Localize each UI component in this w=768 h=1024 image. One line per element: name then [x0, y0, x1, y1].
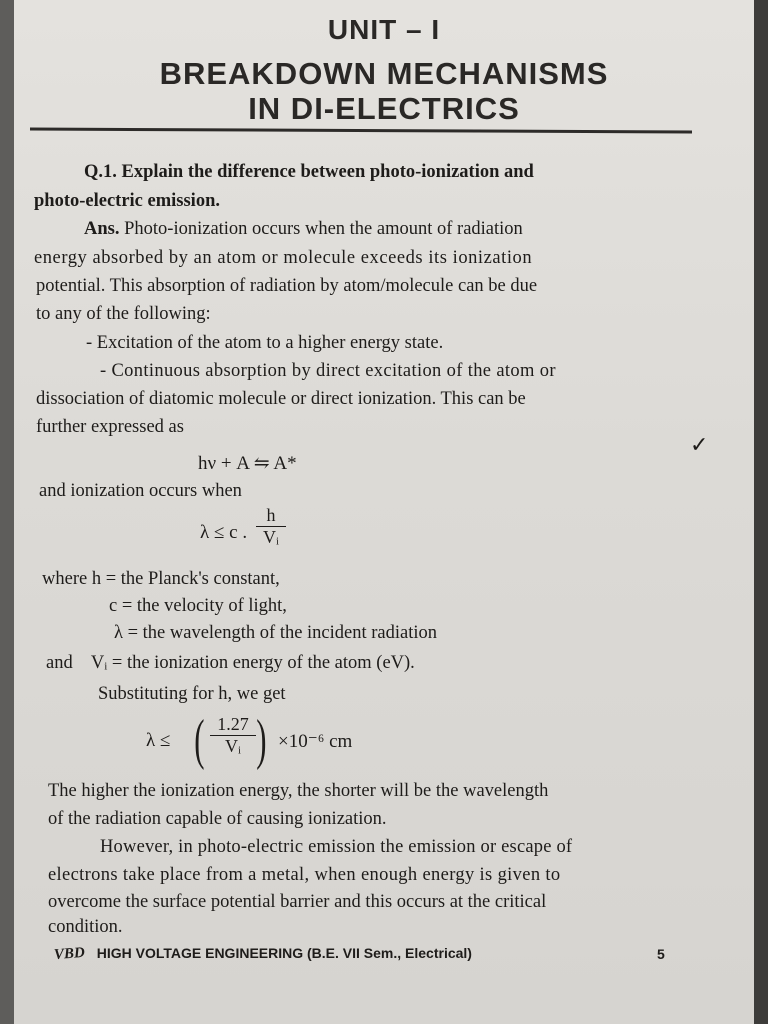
publisher-logo: VBD [53, 944, 86, 964]
definition-c: c = the velocity of light, [109, 596, 287, 616]
chapter-title-line-2: IN DI-ELECTRICS [248, 91, 520, 126]
closing-line-4: electrons take place from a metal, when enough energy is given to [48, 865, 561, 885]
equation-final-lhs: λ ≤ [146, 730, 171, 751]
chapter-title-line-1: BREAKDOWN MECHANISMS [159, 56, 609, 91]
ionization-condition-text: and ionization occurs when [39, 481, 242, 501]
equation-wavelength-fraction [256, 505, 286, 548]
answer-line-5: - Excitation of the atom to a higher energy state. [86, 333, 444, 353]
closing-line-6: condition. [48, 917, 123, 937]
left-parenthesis: ( [194, 709, 205, 771]
fraction-numerator: h [256, 505, 286, 527]
closing-line-2: of the radiation capable of causing ionization. [48, 809, 387, 829]
fraction-numerator: 1.27 [210, 714, 256, 736]
equation-final-fraction [210, 714, 256, 757]
answer-line-8: further expressed as [36, 417, 184, 437]
margin-mark: ✓ [690, 432, 709, 457]
answer-line-6: - Continuous absorption by direct excitation of the atom or [100, 361, 556, 381]
substituting-text: Substituting for h, we get [98, 684, 286, 704]
footer-text: HIGH VOLTAGE ENGINEERING (B.E. VII Sem., Electrical) [96, 945, 472, 961]
answer-label: Ans. [84, 219, 120, 239]
definition-vi: and Vᵢ = the ionization energy of the atom (eV). [46, 653, 415, 673]
fraction-denominator: Vᵢ [263, 527, 279, 547]
question-line-2: photo-electric emission. [34, 191, 220, 211]
page-footer [54, 945, 472, 963]
equation-final-rhs: ×10⁻⁶ cm [278, 731, 353, 752]
answer-line-4: to any of the following: [36, 304, 211, 324]
equation-excitation: hν + A ⇋ A* [198, 453, 297, 474]
closing-line-3: However, in photo-electric emission the emission or escape of [100, 837, 573, 857]
answer-line-1: Ans. Photo-ionization occurs when the amount of radiation [84, 219, 523, 239]
page-number: 5 [657, 946, 665, 962]
answer-line-7: dissociation of diatomic molecule or direct ionization. This can be [36, 389, 526, 409]
question-line-1: Q.1. Explain the difference between photo-ionization and [84, 162, 534, 182]
fraction-denominator: Vᵢ [225, 736, 241, 756]
equation-wavelength-lhs: λ ≤ c . [200, 522, 248, 543]
book-page [14, 0, 754, 1024]
right-parenthesis: ) [256, 709, 267, 771]
unit-heading: UNIT – I [327, 14, 441, 45]
title-divider [30, 128, 692, 134]
background-edge [754, 0, 768, 1024]
closing-line-5: overcome the surface potential barrier and this occurs at the critical [48, 892, 547, 912]
definition-lambda: λ = the wavelength of the incident radiation [114, 623, 438, 643]
answer-line-3: potential. This absorption of radiation by atom/molecule can be due [36, 276, 538, 296]
closing-line-1: The higher the ionization energy, the shorter will be the wavelength [48, 781, 549, 801]
definition-h: where h = the Planck's constant, [42, 569, 280, 589]
answer-line-2: energy absorbed by an atom or molecule exceeds its ionization [34, 248, 533, 268]
